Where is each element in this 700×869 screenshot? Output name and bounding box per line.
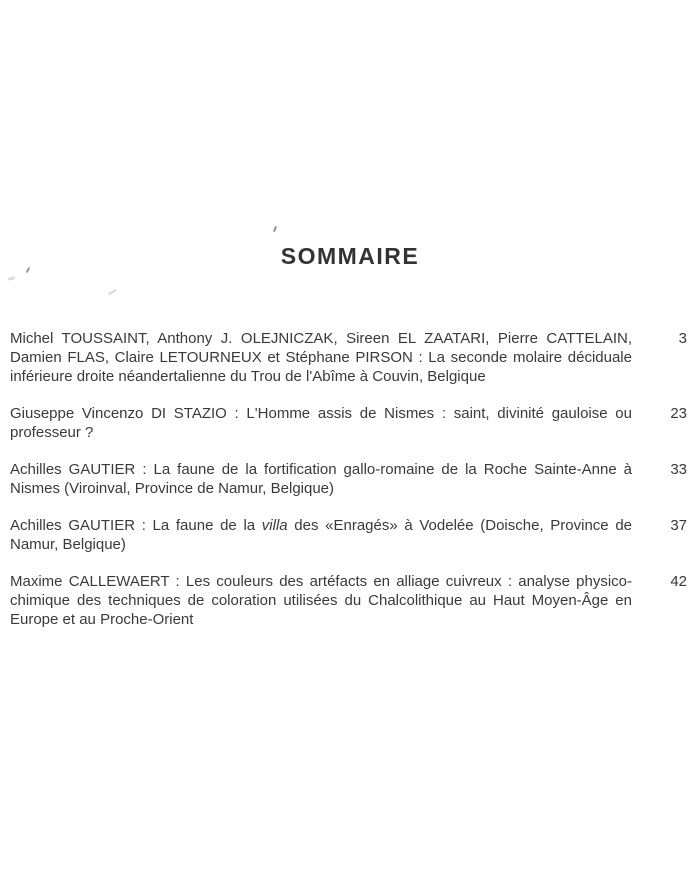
toc-entry-line: Nismes (Viroinval, Province de Namur, Belgique): [10, 480, 335, 497]
page-title: SOMMAIRE: [280, 243, 420, 269]
toc-entry-line: inférieure droite néandertalienne du Trou de l'Abîme à Couvin, Belgique: [10, 368, 486, 385]
toc-entry-text: [10, 460, 632, 498]
toc-entry-line: professeur ?: [10, 424, 94, 441]
table-of-contents: [10, 329, 687, 647]
toc-entry-text: [10, 572, 632, 629]
scan-speck: [108, 289, 117, 295]
toc-entry-line: chimique des techniques de coloration utilisées du Chalcolithique au Haut Moyen-Âge en: [10, 592, 632, 609]
toc-entry-line: Achilles GAUTIER : La faune de la villa des «Enragés» à Vodelée (Doische, Province de: [10, 517, 632, 534]
toc-entry-line: Achilles GAUTIER : La faune de la fortification gallo-romaine de la Roche Sainte-Anne à: [10, 461, 632, 478]
toc-entry: [10, 572, 687, 629]
toc-entry: [10, 516, 687, 554]
toc-entry-page-number: 42: [670, 573, 687, 590]
toc-entry-line: Namur, Belgique): [10, 536, 126, 553]
scan-speck: [8, 276, 15, 280]
toc-entry-page-number: 23: [670, 405, 687, 422]
toc-entry-page-number: 3: [678, 330, 687, 347]
toc-entry: [10, 329, 687, 386]
toc-entry-line: Giuseppe Vincenzo DI STAZIO : L'Homme assis de Nismes : saint, divinité gauloise ou: [10, 405, 632, 422]
toc-entry: [10, 460, 687, 498]
toc-entry-line: Maxime CALLEWAERT : Les couleurs des artéfacts en alliage cuivreux : analyse physico-: [10, 573, 632, 590]
toc-entry-line: Michel TOUSSAINT, Anthony J. OLEJNICZAK, Sireen EL ZAATARI, Pierre CATTELAIN,: [10, 330, 632, 347]
toc-entry-line: Damien FLAS, Claire LETOURNEUX et Stéphane PIRSON : La seconde molaire déciduale: [10, 349, 632, 366]
toc-entry-text: [10, 516, 632, 554]
toc-entry-line: Europe et au Proche-Orient: [10, 611, 194, 628]
toc-entry-page-number: 33: [670, 461, 687, 478]
toc-entry-text: [10, 329, 632, 386]
scan-speck: [273, 226, 277, 232]
toc-entry-page-number: 37: [670, 517, 687, 534]
toc-entry: [10, 404, 687, 442]
toc-entry-text: [10, 404, 632, 442]
